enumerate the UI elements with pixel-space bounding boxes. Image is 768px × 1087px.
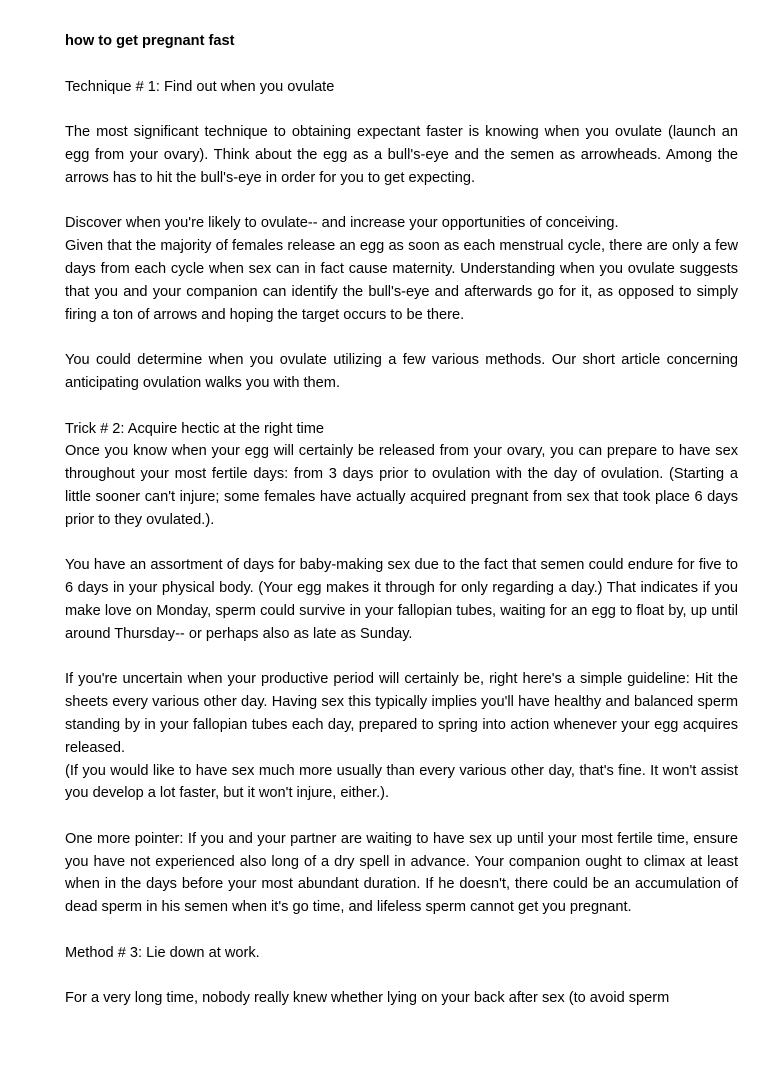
- paragraph: You have an assortment of days for baby-making sex due to the fact that semen could endure for five to 6 days in your physical body. (Your egg makes it through for only regarding a day.) That indicates if you make love on Monday, sperm could survive in your fallopian tubes, waiting for an egg to float by, up until around Thursday-- or perhaps also as late as Sunday.: [65, 557, 738, 642]
- section-heading: Technique # 1: Find out when you ovulate: [65, 78, 335, 95]
- paragraph: Given that the majority of females release an egg as soon as each menstrual cycle, there are only a few days from each cycle when sex can in fact cause maternity. Understanding when you ovulate suggests that you and your companion can identify the bull's-eye and afterwards go for it, as opposed to simply firing a ton of arrows and hoping the target occurs to be there.: [65, 238, 738, 323]
- section-heading: Method # 3: Lie down at work.: [65, 944, 260, 961]
- paragraph: Once you know when your egg will certainly be released from your ovary, you can prepare to have sex throughout your most fertile days: from 3 days prior to ovulation with the day of ovulation. (Starting a little sooner can't injure; some females have actually acquired pregnant from sex that took place 6 days prior to they ovulated.).: [65, 443, 738, 528]
- document-title: how to get pregnant fast: [65, 33, 235, 49]
- paragraph: One more pointer: If you and your partner are waiting to have sex up until your most fertile time, ensure you have not experienced also long of a dry spell in advance. Your companion ought to climax at least when in the days before your most abundant duration. If he doesn't, there could be an accumulation of dead sperm in his semen when it's go time, and lifeless sperm cannot get you pregnant.: [65, 830, 738, 916]
- paragraph: You could determine when you ovulate utilizing a few various methods. Our short article concerning anticipating ovulation walks you with them.: [65, 352, 738, 391]
- paragraph: For a very long time, nobody really knew whether lying on your back after sex (to avoid sperm: [65, 990, 670, 1007]
- section-heading: Trick # 2: Acquire hectic at the right time: [65, 420, 325, 437]
- document-body: [65, 76, 738, 1011]
- paragraph: If you're uncertain when your productive period will certainly be, right here's a simple guideline: Hit the sheets every various other day. Having sex this typically implies you'll have healthy and balanced sperm standing by in your fallopian tubes each day, prepared to spring into action whenever your egg acquires released.: [65, 671, 738, 756]
- paragraph: The most significant technique to obtaining expectant faster is knowing when you ovulate (launch an egg from your ovary). Think about the egg as a bull's-eye and the semen as arrowheads. Among the arrows has to hit the bull's-eye in order for you to get expecting.: [65, 124, 738, 186]
- paragraph: (If you would like to have sex much more usually than every various other day, that's fine. It won't assist you develop a lot faster, but it won't injure, either.).: [65, 762, 738, 802]
- paragraph: Discover when you're likely to ovulate-- and increase your opportunities of conceiving.: [65, 215, 619, 232]
